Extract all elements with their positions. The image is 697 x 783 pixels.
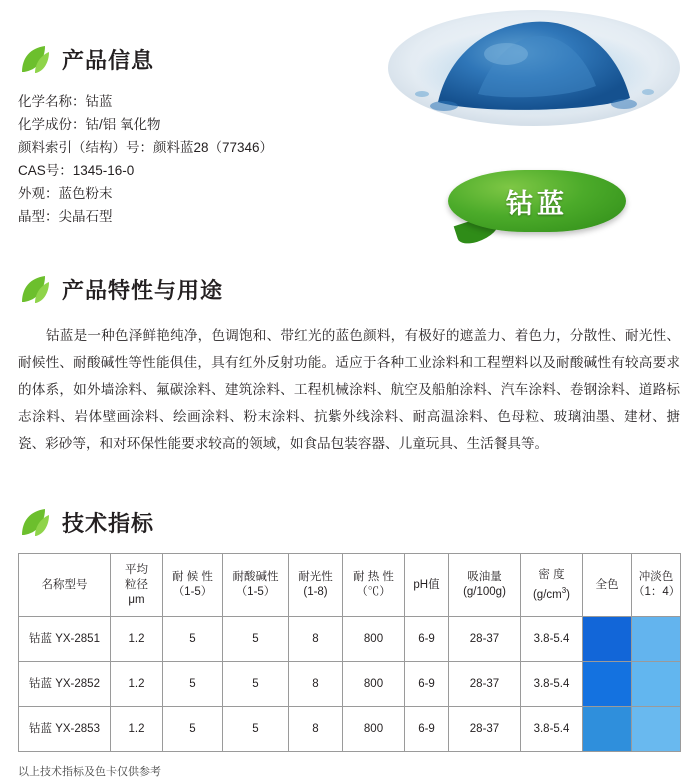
- cell-particle-size: 1.2: [111, 707, 163, 752]
- cell-tint-color-swatch: [632, 707, 681, 752]
- badge-label: 钴蓝: [506, 188, 568, 219]
- cell-full-color-swatch: [583, 662, 632, 707]
- features-body-text: 钴蓝是一种色泽鲜艳纯净，色调饱和、带红光的蓝色颜料，有极好的遮盖力、着色力，分散性、耐光性、耐候性、耐酸碱性等性能俱佳，具有红外反射功能。适应于各种工业涂料和工程塑料以及耐酸碱性有较高要求的体系，如外墙涂料、氟碳涂料、建筑涂料、工程机械涂料、航空及船舶涂料、汽车涂料、卷钢涂料、道路标志涂料、岩体壁画涂料、绘画涂料、粉末涂料、抗紫外线涂料、耐高温涂料、色母粒、玻璃油墨、建材、搪瓷、彩砂等，和对环保性能要求较高的领域，如食品包装容器、儿童玩具、生活餐具等。: [18, 328, 680, 451]
- leaf-icon: [18, 272, 52, 306]
- cell-acid-alkali: 5: [223, 662, 289, 707]
- hero-image-area: [374, 0, 697, 262]
- cell-light: 8: [289, 617, 343, 662]
- product-info-lines: [18, 90, 398, 228]
- features-heading: [18, 272, 680, 306]
- col-light-fastness: 耐光性 (1-8): [289, 554, 343, 617]
- leaf-icon: [18, 42, 52, 76]
- cell-full-color-swatch: [583, 707, 632, 752]
- leaf-icon: [18, 505, 52, 539]
- col-acid-alkali-resistance: 耐酸碱性 （1-5）: [223, 554, 289, 617]
- full-color-swatch: [583, 662, 631, 706]
- info-line-appearance: 外观：蓝色粉末: [18, 186, 113, 201]
- col-weather-resistance: 耐 候 性 （1-5）: [163, 554, 223, 617]
- cell-oil-absorption: 28-37: [449, 617, 521, 662]
- cell-density: 3.8-5.4: [521, 617, 583, 662]
- table-header-row: [19, 554, 681, 617]
- info-line-color-index: 颜料索引（结构）号：颜料蓝28（77346）: [18, 140, 274, 155]
- table-row: [19, 617, 681, 662]
- table-row: [19, 707, 681, 752]
- col-density: 密 度 $(g/cm^3)$: [521, 554, 583, 617]
- badge-ellipse: [448, 170, 626, 232]
- cell-density: 3.8-5.4: [521, 707, 583, 752]
- col-name-model: 名称型号: [19, 554, 111, 617]
- cell-ph: 6-9: [405, 617, 449, 662]
- product-name-badge: [448, 170, 626, 232]
- info-line-composition: 化学成份：钴/铝 氧化物: [18, 117, 161, 132]
- cell-full-color-swatch: [583, 617, 632, 662]
- cell-acid-alkali: 5: [223, 707, 289, 752]
- table-footnote: 以上技术指标及色卡仅供参考: [18, 766, 161, 778]
- col-heat-resistance: 耐 热 性 （℃）: [343, 554, 405, 617]
- info-line-crystal-form: 晶型：尖晶石型: [18, 209, 113, 224]
- col-oil-absorption: 吸油量 (g/100g): [449, 554, 521, 617]
- table-row: [19, 662, 681, 707]
- col-full-color: 全色: [583, 554, 632, 617]
- product-info-section: [18, 42, 398, 228]
- cell-oil-absorption: 28-37: [449, 707, 521, 752]
- product-info-heading: [18, 42, 398, 76]
- cell-particle-size: 1.2: [111, 662, 163, 707]
- cell-heat: 800: [343, 617, 405, 662]
- specs-section: [18, 505, 680, 752]
- tint-color-swatch: [632, 617, 680, 661]
- info-line-cas-number: CAS号：1345-16-0: [18, 163, 135, 178]
- cell-particle-size: 1.2: [111, 617, 163, 662]
- tint-color-swatch: [632, 662, 680, 706]
- col-ph-value: pH值: [405, 554, 449, 617]
- specs-heading: [18, 505, 680, 539]
- features-section: [18, 272, 680, 471]
- cell-light: 8: [289, 662, 343, 707]
- cell-tint-color-swatch: [632, 617, 681, 662]
- full-color-swatch: [583, 707, 631, 751]
- cell-light: 8: [289, 707, 343, 752]
- cell-name: 钴蓝 YX-2852: [19, 662, 111, 707]
- cell-name: 钴蓝 YX-2851: [19, 617, 111, 662]
- cobalt-blue-pigment-powder-photo: [386, 6, 682, 128]
- specs-table: [18, 553, 681, 752]
- cell-tint-color-swatch: [632, 662, 681, 707]
- cell-oil-absorption: 28-37: [449, 662, 521, 707]
- cell-heat: 800: [343, 662, 405, 707]
- cell-ph: 6-9: [405, 662, 449, 707]
- cell-weather: 5: [163, 707, 223, 752]
- features-title: 产品特性与用途: [62, 277, 224, 303]
- cell-ph: 6-9: [405, 707, 449, 752]
- specs-title: 技术指标: [62, 510, 155, 536]
- cell-heat: 800: [343, 707, 405, 752]
- cell-weather: 5: [163, 662, 223, 707]
- cell-weather: 5: [163, 617, 223, 662]
- col-avg-particle-size: 平均 粒径 μm: [111, 554, 163, 617]
- full-color-swatch: [583, 617, 631, 661]
- cell-name: 钴蓝 YX-2853: [19, 707, 111, 752]
- cell-acid-alkali: 5: [223, 617, 289, 662]
- product-info-title: 产品信息: [62, 47, 155, 73]
- col-tint-color: 冲淡色 （1：4）: [632, 554, 681, 617]
- cell-density: 3.8-5.4: [521, 662, 583, 707]
- info-line-chemical-name: 化学名称：钴蓝: [18, 94, 113, 109]
- tint-color-swatch: [632, 707, 680, 751]
